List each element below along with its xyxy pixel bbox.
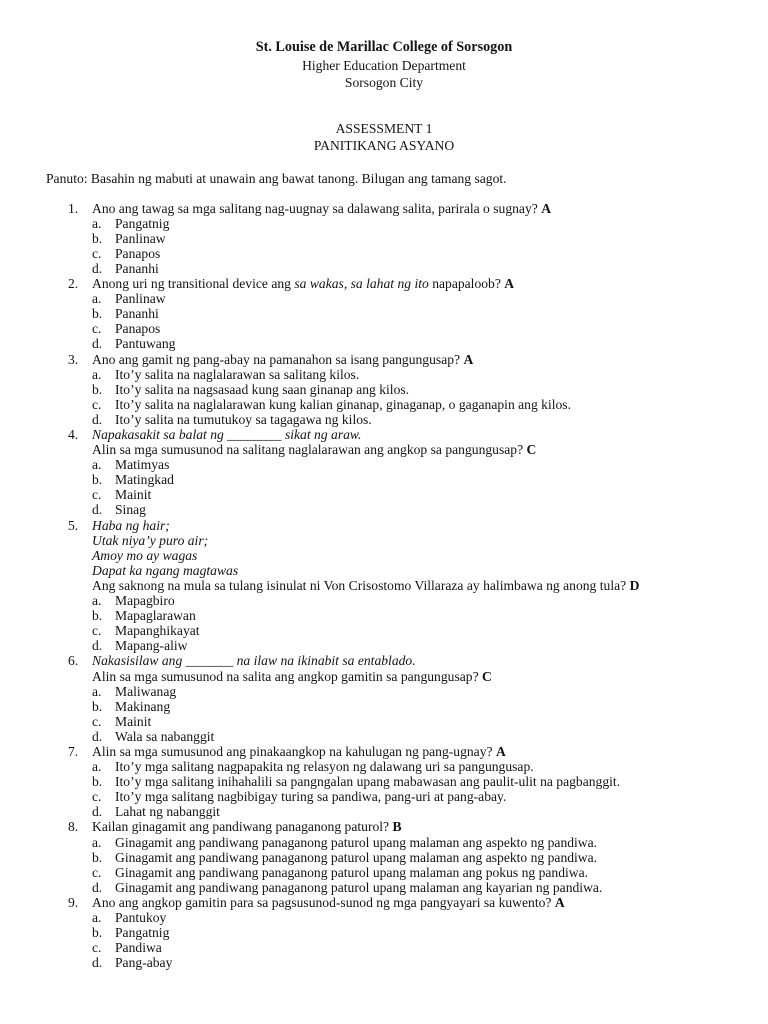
- option-item: [92, 336, 738, 351]
- option-item: [92, 291, 738, 306]
- option-text: Ito’y mga salitang nagpapakita ng relasyon ng dalawang uri sa pangungusap.: [115, 759, 534, 775]
- option-letter: b.: [92, 381, 103, 397]
- assessment-number: ASSESSMENT 1: [335, 120, 433, 136]
- option-item: [92, 940, 738, 955]
- option-letter: d.: [92, 804, 103, 820]
- option-letter: d.: [92, 260, 103, 276]
- option-item: [92, 593, 738, 608]
- option-item: [92, 472, 738, 487]
- stem-text-segment: Ano ang angkop gamitin para sa pagsusunod-sunod ng mga pangyayari sa kuwento?: [92, 894, 555, 910]
- option-text: Panapos: [115, 245, 161, 261]
- option-letter: c.: [92, 789, 102, 805]
- option-item: [92, 261, 738, 276]
- stem-text-segment: Amoy mo ay wagas: [92, 547, 198, 563]
- option-letter: a.: [92, 910, 102, 925]
- option-letter: b.: [92, 608, 103, 624]
- answer-key-letter: D: [629, 577, 640, 593]
- stem-text-segment: Alin sa mga sumusunod ang pinakaangkop na kahulugan ng pang-ugnay?: [92, 743, 496, 759]
- option-item: [92, 306, 738, 321]
- option-item: [92, 789, 738, 804]
- option-item: [92, 231, 738, 246]
- question-item: [0, 518, 768, 654]
- question-item: [0, 276, 768, 351]
- subject-title: PANITIKANG ASYANO: [313, 138, 455, 153]
- option-text: Ginagamit ang pandiwang panaganong paturol upang malaman ang aspekto ng pandiwa.: [115, 834, 598, 850]
- option-text: Mapaglarawan: [115, 608, 196, 624]
- option-text: Ginagamit ang pandiwang panaganong paturol upang malaman ang pokus ng pandiwa.: [115, 864, 589, 880]
- option-item: [92, 714, 738, 729]
- option-item: [92, 412, 738, 427]
- option-letter: b.: [92, 925, 103, 941]
- option-letter: a.: [92, 834, 102, 850]
- question-item: [0, 895, 768, 970]
- option-text: Ito’y salita na naglalarawan kung kalian ginanap, ginaganap, o gaganapin ang kilos.: [115, 396, 571, 412]
- option-text: Pandiwa: [115, 940, 162, 956]
- option-item: [92, 835, 738, 850]
- option-text: Ito’y mga salitang inihahalili sa pangngalan upang mabawasan ang paulit-ulit na pagbanggit.: [115, 774, 621, 790]
- stem-text-segment: Ano ang gamit ng pang-abay na pamanahon sa isang pangungusap?: [92, 351, 464, 367]
- stem-text-segment: Napakasakit sa balat ng ________ sikat ng araw.: [92, 427, 362, 442]
- stem-text-segment: Anong uri ng transitional device ang: [92, 276, 295, 292]
- stem-text-segment: Ano ang tawag sa mga salitang nag-uugnay sa dalawang salita, parirala o sugnay?: [92, 200, 542, 216]
- option-letter: a.: [92, 683, 102, 699]
- question-stem-line: [68, 894, 738, 910]
- answer-key-letter: A: [541, 200, 552, 216]
- question-stem-line: [68, 819, 738, 835]
- question-number: 7.: [68, 743, 79, 759]
- question-stem-line: [92, 669, 738, 684]
- option-text: Mapanghikayat: [115, 623, 200, 639]
- question-stem-line: [92, 563, 738, 578]
- assessment-title-block: [0, 120, 768, 155]
- option-text: Pantuwang: [115, 336, 176, 352]
- question-number: 4.: [68, 427, 79, 442]
- option-text: Wala sa nabanggit: [115, 728, 215, 744]
- question-item: [0, 352, 768, 427]
- answer-key-letter: A: [463, 351, 474, 367]
- option-item: [92, 367, 738, 382]
- department-name: Higher Education Department: [302, 57, 466, 73]
- school-name: St. Louise de Marillac College of Sorsogon: [255, 39, 513, 55]
- question-number: 2.: [68, 276, 79, 292]
- stem-text-segment: Alin sa mga sumusunod na salita ang angkop gamitin sa pangungusap?: [92, 668, 482, 684]
- option-letter: d.: [92, 879, 103, 895]
- option-letter: c.: [92, 623, 102, 639]
- option-text: Panlinaw: [115, 230, 166, 246]
- answer-key-letter: A: [504, 276, 515, 292]
- option-letter: c.: [92, 245, 102, 261]
- stem-text-segment: Nakasisilaw ang _______ na ilaw na ikinabit sa entablado.: [92, 653, 416, 669]
- option-text: Sinag: [115, 502, 146, 518]
- option-text: Panlinaw: [115, 291, 166, 307]
- option-letter: c.: [92, 396, 102, 412]
- question-stem-line: [68, 200, 738, 216]
- option-letter: a.: [92, 759, 102, 775]
- option-item: [92, 487, 738, 502]
- question-stem-line: [68, 653, 738, 669]
- option-letter: c.: [92, 321, 102, 337]
- question-item: [0, 653, 768, 744]
- option-item: [92, 608, 738, 623]
- option-item: [92, 774, 738, 789]
- question-number: 3.: [68, 351, 79, 367]
- stem-text-segment: Ang saknong na mula sa tulang isinulat ni Von Crisostomo Villaraza ay halimbawa ng anong tula?: [92, 577, 630, 593]
- option-letter: b.: [92, 698, 103, 714]
- option-text: Pantukoy: [115, 910, 167, 925]
- question-item: [0, 427, 768, 518]
- option-letter: b.: [92, 472, 103, 488]
- stem-text-segment: Dapat ka ngang magtawas: [92, 562, 239, 578]
- stem-text-segment: Kailan ginagamit ang pandiwang panaganong paturol?: [92, 819, 393, 835]
- option-item: [92, 382, 738, 397]
- option-text: Pananhi: [115, 260, 159, 276]
- option-item: [92, 910, 738, 925]
- city-name: Sorsogon City: [344, 75, 424, 90]
- option-letter: d.: [92, 638, 103, 654]
- stem-text-segment: Haba ng hair;: [92, 517, 170, 533]
- option-letter: d.: [92, 411, 103, 427]
- option-letter: d.: [92, 336, 103, 352]
- question-stem-line: [68, 276, 738, 292]
- stem-text-segment: sa wakas, sa lahat ng ito: [294, 276, 429, 292]
- option-letter: c.: [92, 487, 102, 503]
- option-letter: a.: [92, 366, 102, 382]
- answer-key-letter: A: [495, 743, 506, 759]
- option-item: [92, 623, 738, 638]
- option-item: [92, 759, 738, 774]
- question-number: 5.: [68, 517, 79, 533]
- option-text: Ito’y mga salitang nagbibigay turing sa pandiwa, pang-uri at pang-abay.: [115, 789, 507, 805]
- option-letter: a.: [92, 215, 102, 231]
- option-letter: c.: [92, 940, 102, 956]
- option-text: Makinang: [115, 698, 171, 714]
- question-stem-line: [92, 548, 738, 563]
- option-item: [92, 397, 738, 412]
- option-letter: a.: [92, 291, 102, 307]
- stem-text-segment: napapaloob?: [428, 276, 505, 292]
- option-item: [92, 502, 738, 517]
- option-text: Pananhi: [115, 306, 159, 322]
- option-text: Pang-abay: [115, 955, 173, 971]
- option-text: Ito’y salita na naglalarawan sa salitang kilos.: [115, 366, 360, 382]
- option-letter: c.: [92, 713, 102, 729]
- question-stem-line: [92, 578, 738, 593]
- option-item: [92, 804, 738, 819]
- option-letter: d.: [92, 728, 103, 744]
- option-item: [92, 684, 738, 699]
- option-text: Ginagamit ang pandiwang panaganong paturol upang malaman ang kayarian ng pandiwa.: [115, 879, 603, 895]
- answer-key-letter: C: [482, 668, 492, 684]
- option-text: Lahat ng nabanggit: [115, 804, 220, 820]
- option-item: [92, 850, 738, 865]
- option-item: [92, 955, 738, 970]
- stem-text-segment: Utak niya’y puro air;: [92, 532, 209, 548]
- option-text: Maliwanag: [115, 683, 177, 699]
- question-list: [0, 201, 768, 971]
- question-number: 6.: [68, 653, 79, 669]
- question-stem-line: [68, 351, 738, 367]
- option-text: Pangatnig: [115, 215, 170, 231]
- stem-text-segment: Alin sa mga sumusunod na salitang naglalarawan ang angkop sa pangungusap?: [92, 442, 527, 458]
- option-item: [92, 638, 738, 653]
- question-item: [0, 744, 768, 819]
- option-item: [92, 865, 738, 880]
- question-stem-line: [68, 427, 738, 442]
- question-stem-line: [92, 533, 738, 548]
- question-item: [0, 201, 768, 276]
- option-text: Mapang-aliw: [115, 638, 188, 654]
- option-letter: d.: [92, 955, 103, 971]
- answer-key-letter: A: [554, 894, 565, 910]
- question-number: 1.: [68, 200, 79, 216]
- option-letter: b.: [92, 849, 103, 865]
- option-item: [92, 699, 738, 714]
- question-number: 9.: [68, 894, 79, 910]
- answer-key-letter: B: [392, 819, 402, 835]
- option-item: [92, 925, 738, 940]
- option-text: Mapagbiro: [115, 593, 175, 609]
- option-text: Mainit: [115, 487, 152, 503]
- answer-key-letter: C: [526, 442, 537, 458]
- option-item: [92, 729, 738, 744]
- option-letter: b.: [92, 306, 103, 322]
- question-item: [0, 819, 768, 894]
- option-item: [92, 880, 738, 895]
- instruction-text: Panuto: Basahin ng mabuti at unawain ang bawat tanong. Bilugan ang tamang sagot.: [46, 170, 507, 186]
- option-item: [92, 321, 738, 336]
- option-text: Matingkad: [115, 472, 174, 488]
- question-stem-line: [68, 743, 738, 759]
- option-letter: d.: [92, 502, 103, 518]
- question-stem-line: [68, 517, 738, 533]
- option-text: Ito’y salita na tumutukoy sa tagagawa ng kilos.: [115, 411, 372, 427]
- document-header: [0, 39, 768, 92]
- question-stem-line: [92, 442, 738, 457]
- option-text: Pangatnig: [115, 925, 170, 941]
- question-number: 8.: [68, 819, 79, 835]
- option-item: [92, 457, 738, 472]
- option-letter: a.: [92, 593, 102, 609]
- option-text: Panapos: [115, 321, 161, 337]
- option-text: Ito’y salita na nagsasaad kung saan ginanap ang kilos.: [115, 381, 410, 397]
- option-letter: b.: [92, 774, 103, 790]
- option-text: Ginagamit ang pandiwang panaganong paturol upang malaman ang aspekto ng pandiwa.: [115, 849, 598, 865]
- option-item: [92, 216, 738, 231]
- option-letter: b.: [92, 230, 103, 246]
- option-letter: c.: [92, 864, 102, 880]
- option-text: Mainit: [115, 713, 152, 729]
- option-letter: a.: [92, 457, 102, 473]
- option-item: [92, 246, 738, 261]
- option-text: Matimyas: [115, 457, 170, 473]
